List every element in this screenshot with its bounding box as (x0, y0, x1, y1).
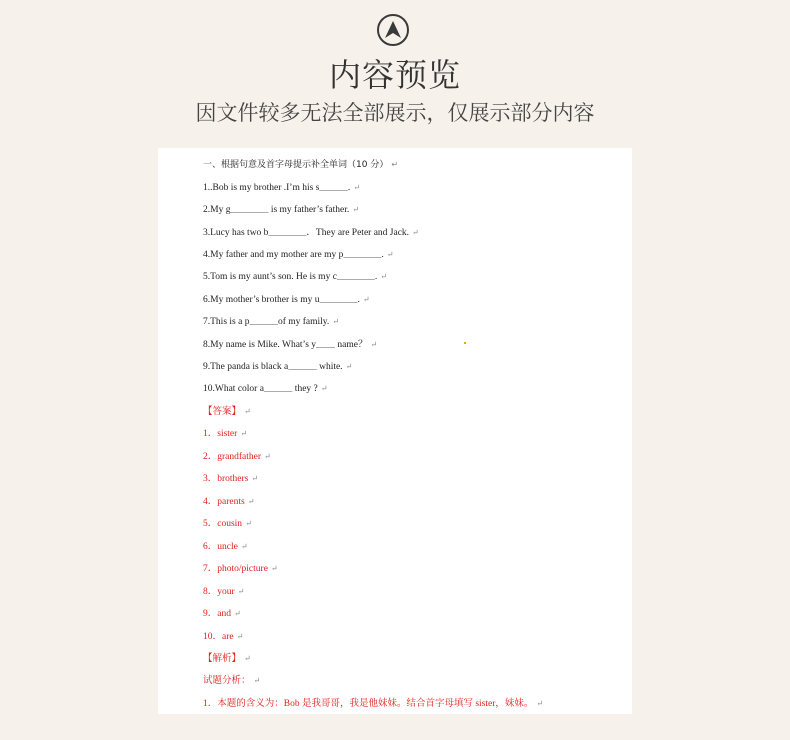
paragraph-mark-icon: ↵ (332, 317, 340, 326)
paragraph-mark-icon: ↵ (264, 452, 271, 461)
paragraph-mark-icon: ↵ (386, 250, 394, 259)
question-line (203, 336, 377, 350)
answer-line (203, 448, 271, 462)
paragraph-mark-icon: ↵ (345, 362, 353, 371)
answer-line (203, 538, 248, 552)
section-heading (203, 157, 398, 170)
line-text: 9.The panda is black a＿＿＿ white. (203, 362, 343, 372)
line-text: 5．cousin (203, 519, 243, 529)
page-title: 内容预览 (328, 56, 461, 94)
line-text: 1．sister (203, 429, 238, 439)
answer-line (203, 605, 241, 619)
question-line (203, 201, 359, 215)
line-text: 8.My name is Mike. What’s y＿＿ name？ (203, 340, 368, 350)
paragraph-mark-icon: ↵ (380, 272, 387, 281)
question-line (203, 291, 370, 305)
question-line (203, 268, 387, 282)
paragraph-mark-icon: ↵ (244, 407, 251, 416)
up-arrow-circle-icon (377, 14, 409, 46)
line-text: 10．are (203, 632, 234, 642)
question-line (203, 179, 360, 193)
line-text: 6.My mother’s brother is my u＿＿＿＿. (203, 295, 360, 305)
paragraph-mark-icon: ↵ (233, 609, 241, 618)
answer-line (203, 493, 254, 507)
paragraph-mark-icon: ↵ (270, 564, 278, 573)
answer-line (203, 672, 260, 686)
paragraph-mark-icon: ↵ (536, 699, 544, 708)
paragraph-mark-icon: ↵ (412, 228, 419, 237)
line-text: 一、根据句意及首字母提示补全单词（10 分） (203, 160, 389, 170)
paragraph-mark-icon: ↵ (247, 497, 255, 506)
paragraph-mark-icon: ↵ (370, 340, 378, 349)
answer-line (203, 583, 244, 597)
line-text: 5.Tom is my aunt’s son. He is my c＿＿＿＿. (203, 272, 378, 282)
paragraph-mark-icon: ↵ (244, 654, 251, 663)
paragraph-mark-icon: ↵ (253, 676, 261, 685)
line-text: 10.What color a＿＿＿ they ? (203, 384, 318, 394)
line-text: 4.My father and my mother are my p＿＿＿＿. (203, 250, 384, 260)
document-preview (158, 148, 632, 714)
question-line (203, 246, 393, 260)
line-text: 6．uncle (203, 542, 238, 552)
line-text: 3.Lucy has two b＿＿＿＿．They are Peter and Jack. (203, 228, 410, 238)
paragraph-mark-icon: ↵ (362, 295, 370, 304)
paragraph-mark-icon: ↵ (240, 429, 248, 438)
line-text: 2．grandfather (203, 452, 262, 462)
line-text: 1．本题的含义为：Bob 是我哥哥，我是他妹妹。结合首字母填写 sister，妹妹。 (203, 699, 534, 709)
answer-line (203, 515, 252, 529)
paragraph-mark-icon: ↵ (353, 183, 360, 192)
line-text: 4．parents (203, 497, 245, 507)
paragraph-mark-icon: ↵ (237, 587, 245, 596)
paragraph-mark-icon: ↵ (391, 160, 399, 169)
page-subtitle: 因文件较多无法全部展示，仅展示部分内容 (195, 101, 595, 125)
line-text: 2.My g＿＿＿＿ is my father’s father. (203, 205, 350, 215)
line-text: 1..Bob is my brother .I’m his s＿＿＿. (203, 183, 351, 193)
question-line (203, 313, 339, 327)
answer-line (203, 470, 258, 484)
paragraph-mark-icon: ↵ (236, 632, 244, 641)
line-text: 7.This is a p＿＿＿of my family. (203, 317, 330, 327)
question-line (203, 358, 352, 372)
answer-line (203, 628, 243, 642)
answer-line (203, 560, 278, 574)
answer-line (203, 403, 251, 417)
answer-line (203, 695, 543, 709)
line-text: 7．photo/picture (203, 564, 268, 574)
paragraph-mark-icon: ↵ (240, 542, 248, 551)
paragraph-mark-icon: ↵ (251, 474, 259, 483)
paragraph-mark-icon: ↵ (245, 519, 252, 528)
paragraph-mark-icon: ↵ (320, 384, 328, 393)
question-line (203, 224, 419, 238)
line-text: 试题分析： (203, 676, 251, 686)
answer-line (203, 425, 247, 439)
line-text: 【解析】 (203, 654, 242, 664)
question-line (203, 380, 327, 394)
line-text: 9．and (203, 609, 231, 619)
line-text: 【答案】 (203, 407, 242, 417)
stray-mark (464, 342, 466, 344)
line-text: 8．your (203, 587, 235, 597)
answer-line (203, 650, 251, 664)
paragraph-mark-icon: ↵ (352, 205, 359, 214)
line-text: 3．brothers (203, 474, 249, 484)
